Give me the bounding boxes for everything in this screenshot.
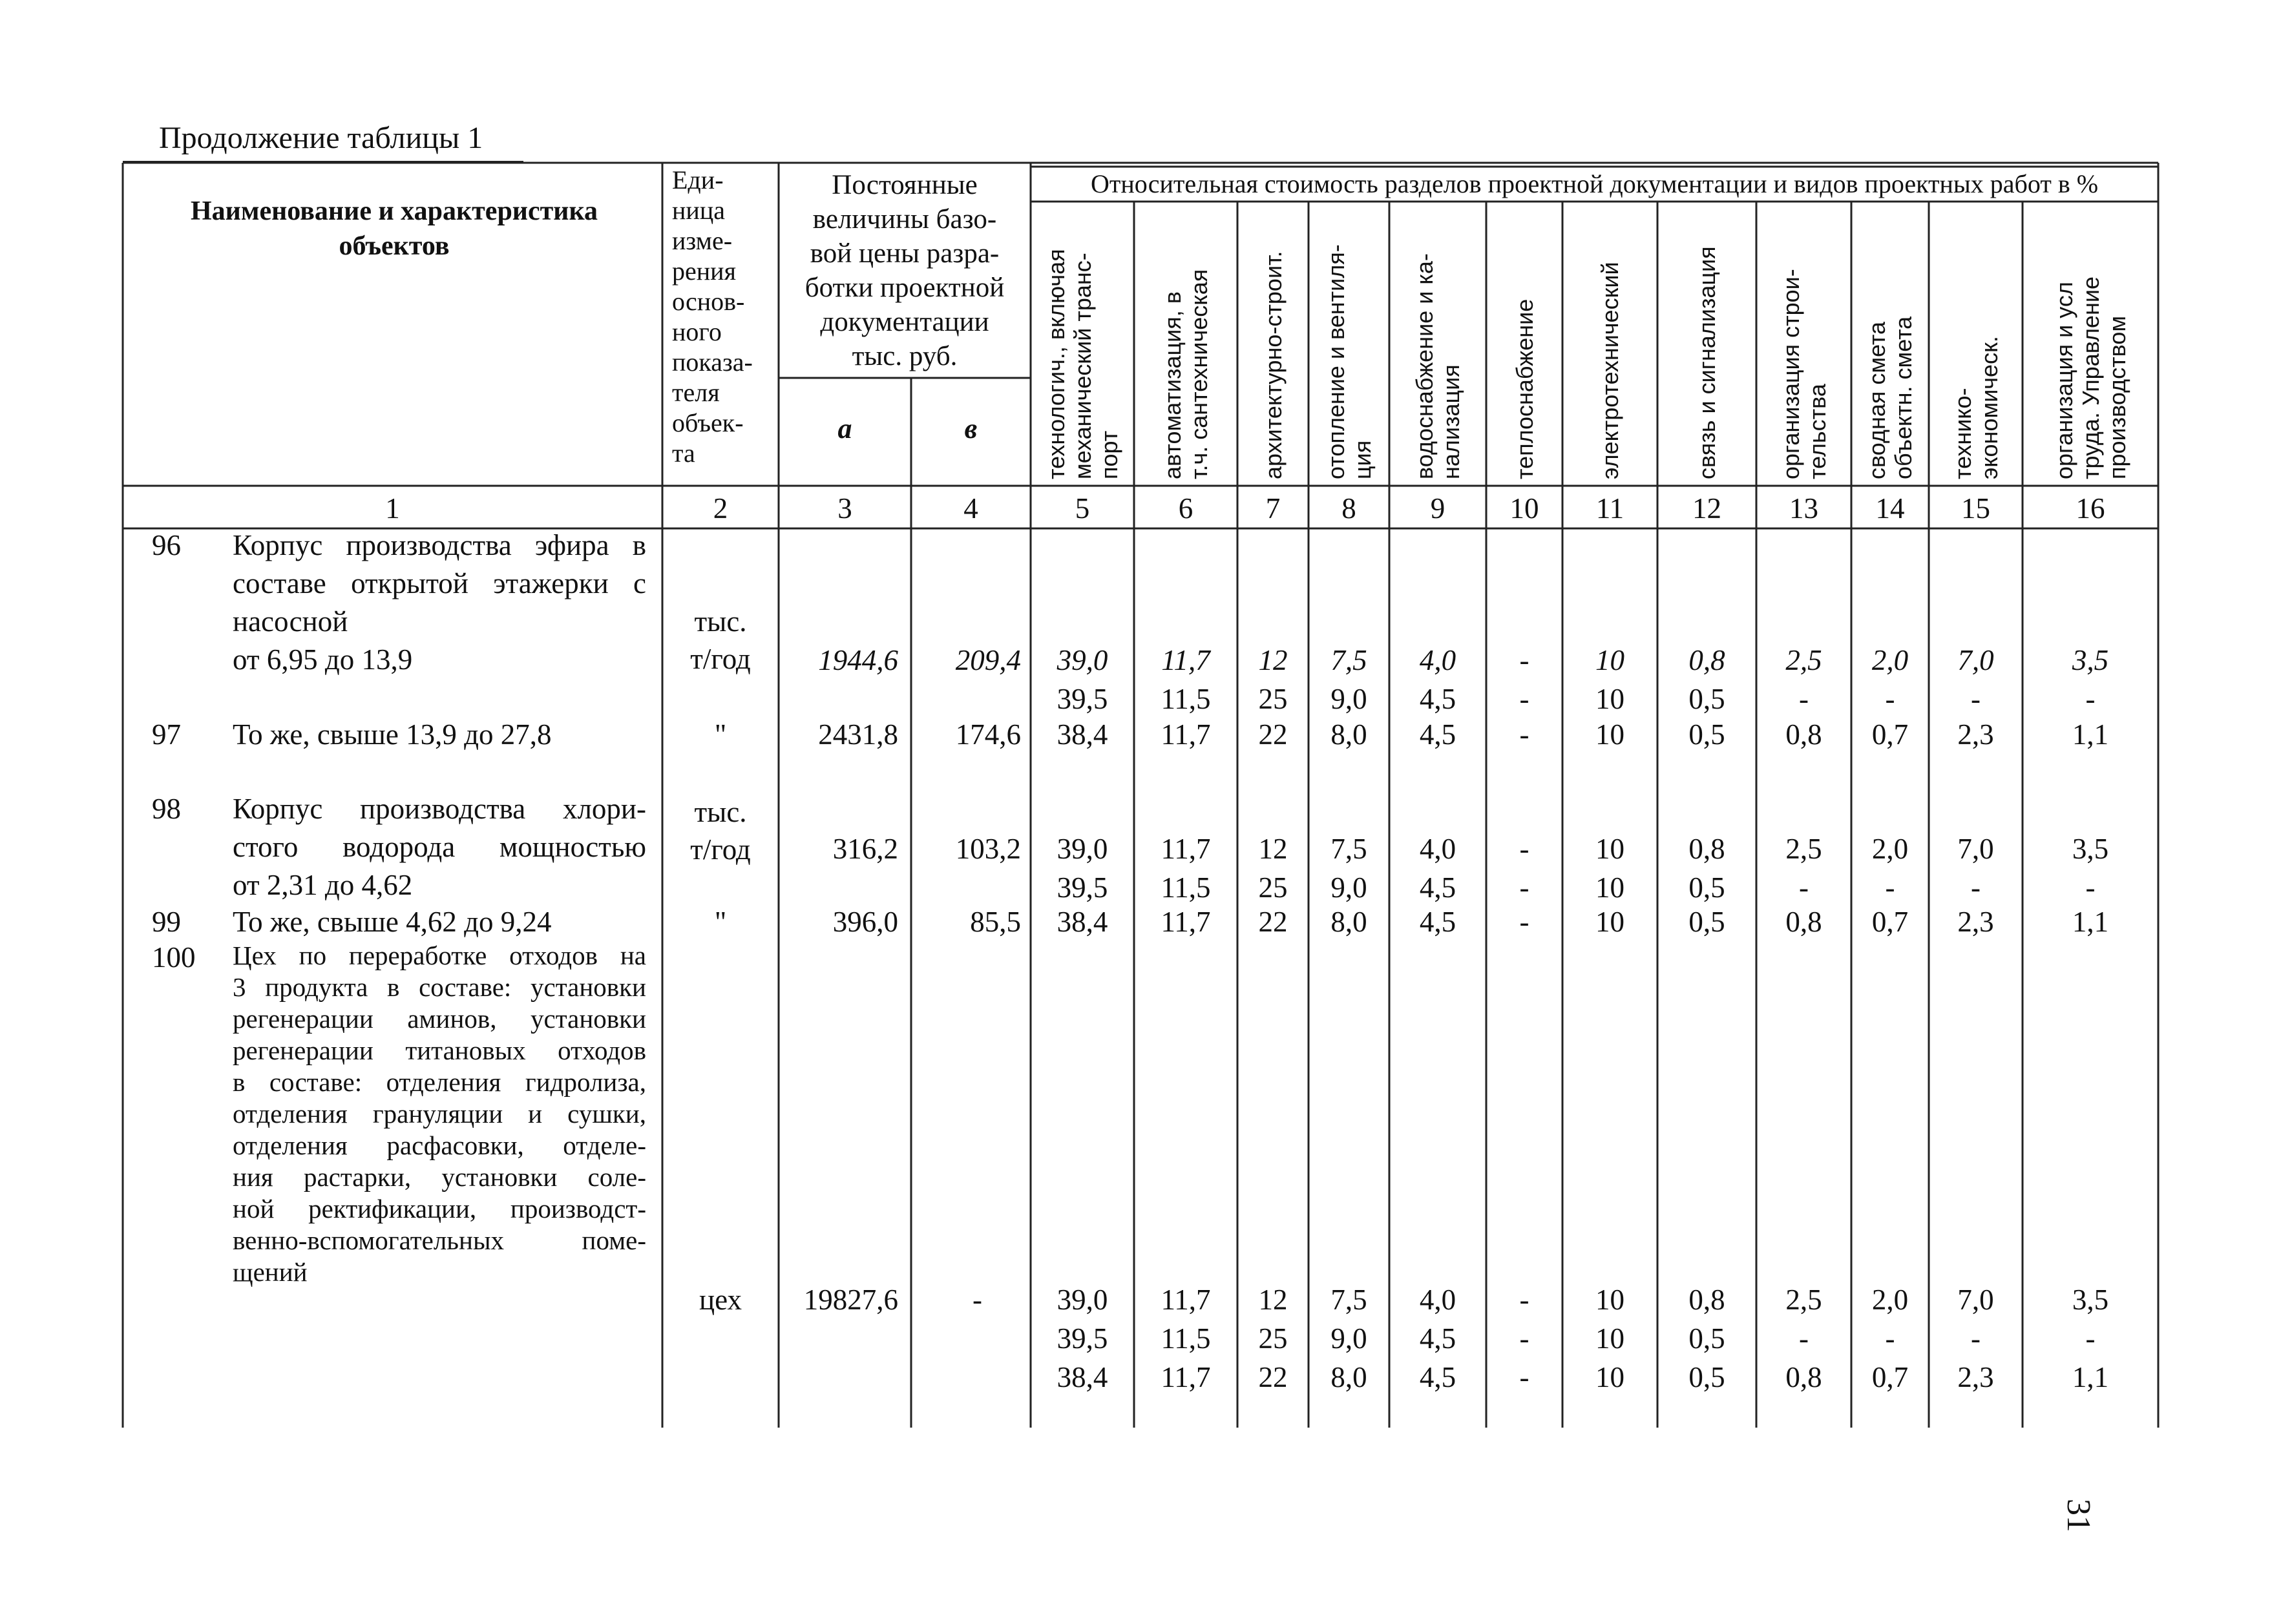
row-number: 100: [152, 941, 196, 973]
header-section-label: т.ч. сантехническая: [1186, 269, 1212, 479]
row-number: 96: [152, 529, 181, 561]
header-unit-line: рения: [672, 256, 736, 286]
header-section-label: электротехнический: [1597, 262, 1623, 479]
header-unit-line: Еди-: [672, 165, 724, 194]
header-section-label: теплоснабжение: [1511, 298, 1538, 479]
row-percent-value: 4,5: [1419, 683, 1456, 715]
header-section-label: организация и усл: [2050, 282, 2077, 479]
row-percent-value: 25: [1258, 683, 1288, 715]
row-object-name: Корпус производства эфира в: [233, 529, 646, 561]
row-object-name: от 2,31 до 4,62: [233, 869, 413, 901]
row-percent-value: -: [1971, 683, 1981, 715]
row-percent-value: 1,1: [2072, 906, 2109, 938]
row-percent-value: 1,1: [2072, 718, 2109, 751]
row-percent-value: 0,8: [1688, 833, 1725, 865]
row-percent-value: -: [1885, 871, 1895, 904]
row-percent-value: 10: [1595, 718, 1624, 751]
row-percent-value: 7,5: [1330, 1284, 1367, 1316]
row-percent-value: 0,7: [1871, 1361, 1909, 1393]
row-object-name: от 6,95 до 13,9: [233, 643, 413, 676]
row-percent-value: -: [1799, 683, 1809, 715]
header-unit-line: объек-: [672, 408, 744, 437]
row-percent-value: 10: [1595, 644, 1624, 676]
row-percent-value: 7,0: [1957, 833, 1994, 865]
row-percent-value: 0,8: [1785, 718, 1822, 751]
row-value-v: 103,2: [955, 833, 1021, 865]
row-percent-value: 2,3: [1957, 906, 1994, 938]
row-percent-value: 0,5: [1688, 1361, 1725, 1393]
header-unit-line: теля: [672, 378, 720, 407]
column-number: 5: [1075, 492, 1090, 525]
row-percent-value: 0,5: [1688, 906, 1725, 938]
row-percent-value: 10: [1595, 1284, 1624, 1316]
row-percent-value: 0,7: [1871, 718, 1909, 751]
row-object-name: насосной: [233, 605, 348, 638]
row-value-a: 2431,8: [818, 718, 898, 751]
row-percent-value: -: [1519, 1361, 1529, 1393]
row-value-a: 1944,6: [818, 644, 898, 676]
header-unit-line: ница: [672, 196, 725, 225]
row-object-name: Корпус производства хлори-: [233, 793, 646, 825]
column-number: 16: [2076, 492, 2105, 525]
row-unit: тыс.: [694, 605, 747, 638]
row-percent-value: 8,0: [1330, 906, 1367, 938]
row-object-name: То же, свыше 13,9 до 27,8: [233, 718, 552, 751]
row-percent-value: -: [1519, 1322, 1529, 1355]
header-section-label: нализация: [1438, 364, 1464, 479]
row-percent-value: 10: [1595, 871, 1624, 904]
header-relative-cost: Относительная стоимость разделов проектной документации и видов проектных работ в %: [1090, 169, 2099, 198]
row-percent-value: 8,0: [1330, 1361, 1367, 1393]
row-percent-value: -: [2085, 871, 2096, 904]
row-percent-value: -: [1885, 683, 1895, 715]
row-unit: цех: [699, 1284, 742, 1316]
row-percent-value: 10: [1595, 906, 1624, 938]
row-percent-value: -: [1519, 871, 1529, 904]
row-percent-value: -: [1885, 1322, 1895, 1355]
row-percent-value: 25: [1258, 871, 1288, 904]
row-percent-value: 39,0: [1056, 1284, 1108, 1316]
row-percent-value: -: [2085, 683, 2096, 715]
row-value-v: 174,6: [955, 718, 1021, 751]
row-object-name: регенерации аминов, установки: [233, 1004, 646, 1034]
row-percent-value: 11,7: [1161, 1284, 1211, 1316]
table-caption: Продолжение таблицы 1: [159, 121, 483, 155]
row-percent-value: 2,5: [1785, 833, 1822, 865]
column-number: 14: [1875, 492, 1905, 525]
column-number: 15: [1961, 492, 1990, 525]
row-percent-value: 2,5: [1785, 1284, 1822, 1316]
header-constants-line: вой цены разра-: [810, 238, 1000, 269]
row-percent-value: -: [1519, 906, 1529, 938]
row-object-name: щений: [233, 1257, 308, 1287]
row-percent-value: -: [1519, 1284, 1529, 1316]
header-section-label: ция: [1349, 440, 1376, 479]
row-percent-value: 11,7: [1161, 906, 1211, 938]
header-unit-line: изме-: [672, 226, 733, 255]
header-sub-a: а: [837, 413, 852, 444]
row-unit: ": [714, 718, 727, 751]
header-constants-line: Постоянные: [832, 170, 978, 200]
header-section-label: автоматизация, в: [1159, 291, 1186, 479]
row-percent-value: 7,0: [1957, 644, 1994, 676]
header-name: Наименование и характеристика объектов: [190, 196, 598, 261]
row-percent-value: 3,5: [2072, 1284, 2109, 1316]
row-percent-value: 25: [1258, 1322, 1288, 1355]
row-object-name: 3 продукта в составе: установки: [233, 972, 646, 1002]
row-percent-value: 2,5: [1785, 644, 1822, 676]
header-section-label: труда. Управление: [2077, 276, 2104, 479]
row-object-name: отделения расфасовки, отделе-: [233, 1130, 646, 1160]
header-constants-line: ботки проектной: [804, 273, 1005, 303]
header-section-label: водоснабжение и ка-: [1411, 253, 1438, 479]
row-percent-value: -: [1519, 833, 1529, 865]
row-percent-value: 4,5: [1419, 1361, 1456, 1393]
row-percent-value: 11,7: [1161, 718, 1211, 751]
row-percent-value: 7,0: [1957, 1284, 1994, 1316]
column-number: 13: [1789, 492, 1818, 525]
row-percent-value: 7,5: [1330, 833, 1367, 865]
row-percent-value: 2,0: [1871, 1284, 1909, 1316]
row-value-v: 209,4: [955, 644, 1021, 676]
row-percent-value: 4,5: [1419, 871, 1456, 904]
row-percent-value: 2,3: [1957, 1361, 1994, 1393]
header-unit-line: основ-: [672, 287, 745, 316]
page-number: 31: [2060, 1499, 2097, 1532]
row-unit: ": [714, 906, 727, 938]
row-percent-value: 4,0: [1419, 833, 1456, 865]
column-number: 1: [385, 492, 400, 525]
row-percent-value: 38,4: [1056, 1361, 1108, 1393]
row-percent-value: 12: [1258, 644, 1288, 676]
row-object-name: ния растарки, установки соле-: [233, 1162, 646, 1192]
row-percent-value: 39,0: [1056, 644, 1108, 676]
row-object-name: отделения грануляции и сушки,: [233, 1099, 646, 1129]
row-percent-value: -: [1799, 1322, 1809, 1355]
row-percent-value: 7,5: [1330, 644, 1367, 676]
row-unit: т/год: [690, 643, 751, 675]
row-percent-value: 0,5: [1688, 1322, 1725, 1355]
row-value-a: 19827,6: [803, 1284, 898, 1316]
header-section-label: тельства: [1803, 384, 1831, 479]
header-section-label: организация строи-: [1777, 269, 1804, 479]
row-object-name: венно-вспомогательных поме-: [233, 1225, 646, 1255]
row-percent-value: -: [1971, 871, 1981, 904]
row-percent-value: 2,0: [1871, 644, 1909, 676]
row-object-name: ной ректификации, производст-: [233, 1194, 646, 1223]
row-percent-value: 0,7: [1871, 906, 1909, 938]
header-constants-line: величины базо-: [812, 204, 997, 234]
row-percent-value: -: [1519, 644, 1529, 676]
row-percent-value: 11,5: [1161, 683, 1211, 715]
row-value-a: 396,0: [832, 906, 898, 938]
header-unit-line: та: [672, 439, 695, 468]
row-percent-value: 22: [1258, 906, 1288, 938]
row-percent-value: 0,8: [1785, 1361, 1822, 1393]
column-number: 12: [1692, 492, 1721, 525]
row-percent-value: -: [1519, 683, 1529, 715]
header-section-label: порт: [1095, 430, 1122, 479]
row-percent-value: 1,1: [2072, 1361, 2109, 1393]
column-number: 8: [1341, 492, 1356, 525]
row-percent-value: 9,0: [1330, 1322, 1367, 1355]
column-number: 2: [713, 492, 728, 525]
row-percent-value: 9,0: [1330, 683, 1367, 715]
row-percent-value: 4,0: [1419, 644, 1456, 676]
header-unit-line: ного: [672, 317, 722, 346]
column-number: 9: [1430, 492, 1445, 525]
row-percent-value: 0,5: [1688, 718, 1725, 751]
column-number: 6: [1178, 492, 1193, 525]
row-value-v: -: [972, 1284, 982, 1316]
row-unit: тыс.: [694, 796, 747, 828]
header-section-label: экономическ.: [1975, 336, 2002, 479]
column-number: 11: [1595, 492, 1624, 525]
row-percent-value: 11,7: [1161, 644, 1210, 676]
header-section-label: связь и сигнализация: [1694, 246, 1720, 479]
row-percent-value: 11,5: [1161, 871, 1211, 904]
row-percent-value: 2,0: [1871, 833, 1909, 865]
row-percent-value: 4,5: [1419, 718, 1456, 751]
row-percent-value: 38,4: [1056, 906, 1108, 938]
header-section-label: архитектурно-строит.: [1259, 251, 1287, 479]
header-constants-line: документации: [820, 307, 989, 337]
row-percent-value: 2,3: [1957, 718, 1994, 751]
row-percent-value: 0,8: [1688, 644, 1725, 676]
row-percent-value: -: [1799, 871, 1809, 904]
row-percent-value: 10: [1595, 833, 1624, 865]
header-section-label: объектн. смета: [1890, 316, 1917, 479]
row-percent-value: 22: [1258, 1361, 1288, 1393]
row-percent-value: 10: [1595, 1361, 1624, 1393]
row-percent-value: 11,5: [1161, 1322, 1211, 1355]
header-section-label: производством: [2103, 315, 2130, 479]
row-percent-value: 9,0: [1330, 871, 1367, 904]
row-percent-value: 39,5: [1056, 1322, 1108, 1355]
row-percent-value: 39,5: [1056, 683, 1108, 715]
row-percent-value: -: [1519, 718, 1529, 751]
row-percent-value: 4,5: [1419, 906, 1456, 938]
row-number: 98: [152, 793, 181, 825]
header-section-label: технологич., включая: [1042, 249, 1069, 479]
row-percent-value: 12: [1258, 833, 1288, 865]
row-number: 99: [152, 906, 181, 938]
row-percent-value: 39,0: [1056, 833, 1108, 865]
column-number: 3: [837, 492, 852, 525]
column-number: 4: [963, 492, 978, 525]
row-percent-value: 8,0: [1330, 718, 1367, 751]
row-percent-value: 0,8: [1688, 1284, 1725, 1316]
row-object-name: составе открытой этажерки с: [233, 567, 646, 599]
header-section-label: сводная смета: [1864, 321, 1890, 479]
row-percent-value: 39,5: [1056, 871, 1108, 904]
header-constants-line: тыс. руб.: [852, 341, 958, 371]
header-sub-v: в: [964, 413, 978, 444]
row-percent-value: -: [1971, 1322, 1981, 1355]
row-percent-value: 0,5: [1688, 683, 1725, 715]
header-section-label: отопление и вентиля-: [1322, 244, 1349, 479]
row-percent-value: 4,5: [1419, 1322, 1456, 1355]
row-percent-value: 38,4: [1056, 718, 1108, 751]
row-object-name: Цех по переработке отходов на: [233, 941, 646, 970]
row-percent-value: 22: [1258, 718, 1288, 751]
row-percent-value: 10: [1595, 683, 1624, 715]
row-value-a: 316,2: [832, 833, 898, 865]
row-percent-value: 0,8: [1785, 906, 1822, 938]
row-object-name: стого водорода мощностью: [233, 831, 646, 863]
row-percent-value: 12: [1258, 1284, 1288, 1316]
row-percent-value: 3,5: [2072, 644, 2109, 676]
row-percent-value: 11,7: [1161, 1361, 1211, 1393]
row-unit: т/год: [690, 833, 751, 866]
row-percent-value: 10: [1595, 1322, 1624, 1355]
row-number: 97: [152, 718, 181, 751]
row-object-name: То же, свыше 4,62 до 9,24: [233, 906, 552, 938]
column-number: 7: [1265, 492, 1281, 525]
row-percent-value: 11,7: [1161, 833, 1211, 865]
row-value-v: 85,5: [970, 906, 1021, 938]
header-section-label: технико-: [1949, 388, 1976, 479]
row-percent-value: -: [2085, 1322, 2096, 1355]
row-percent-value: 4,0: [1419, 1284, 1456, 1316]
header-section-label: механический транс-: [1069, 253, 1096, 479]
column-number: 10: [1509, 492, 1539, 525]
row-percent-value: 3,5: [2072, 833, 2109, 865]
row-object-name: регенерации титановых отходов: [233, 1036, 646, 1065]
row-object-name: в составе: отделения гидролиза,: [233, 1067, 646, 1097]
header-unit-line: показа-: [672, 348, 753, 377]
row-percent-value: 0,5: [1688, 871, 1725, 904]
